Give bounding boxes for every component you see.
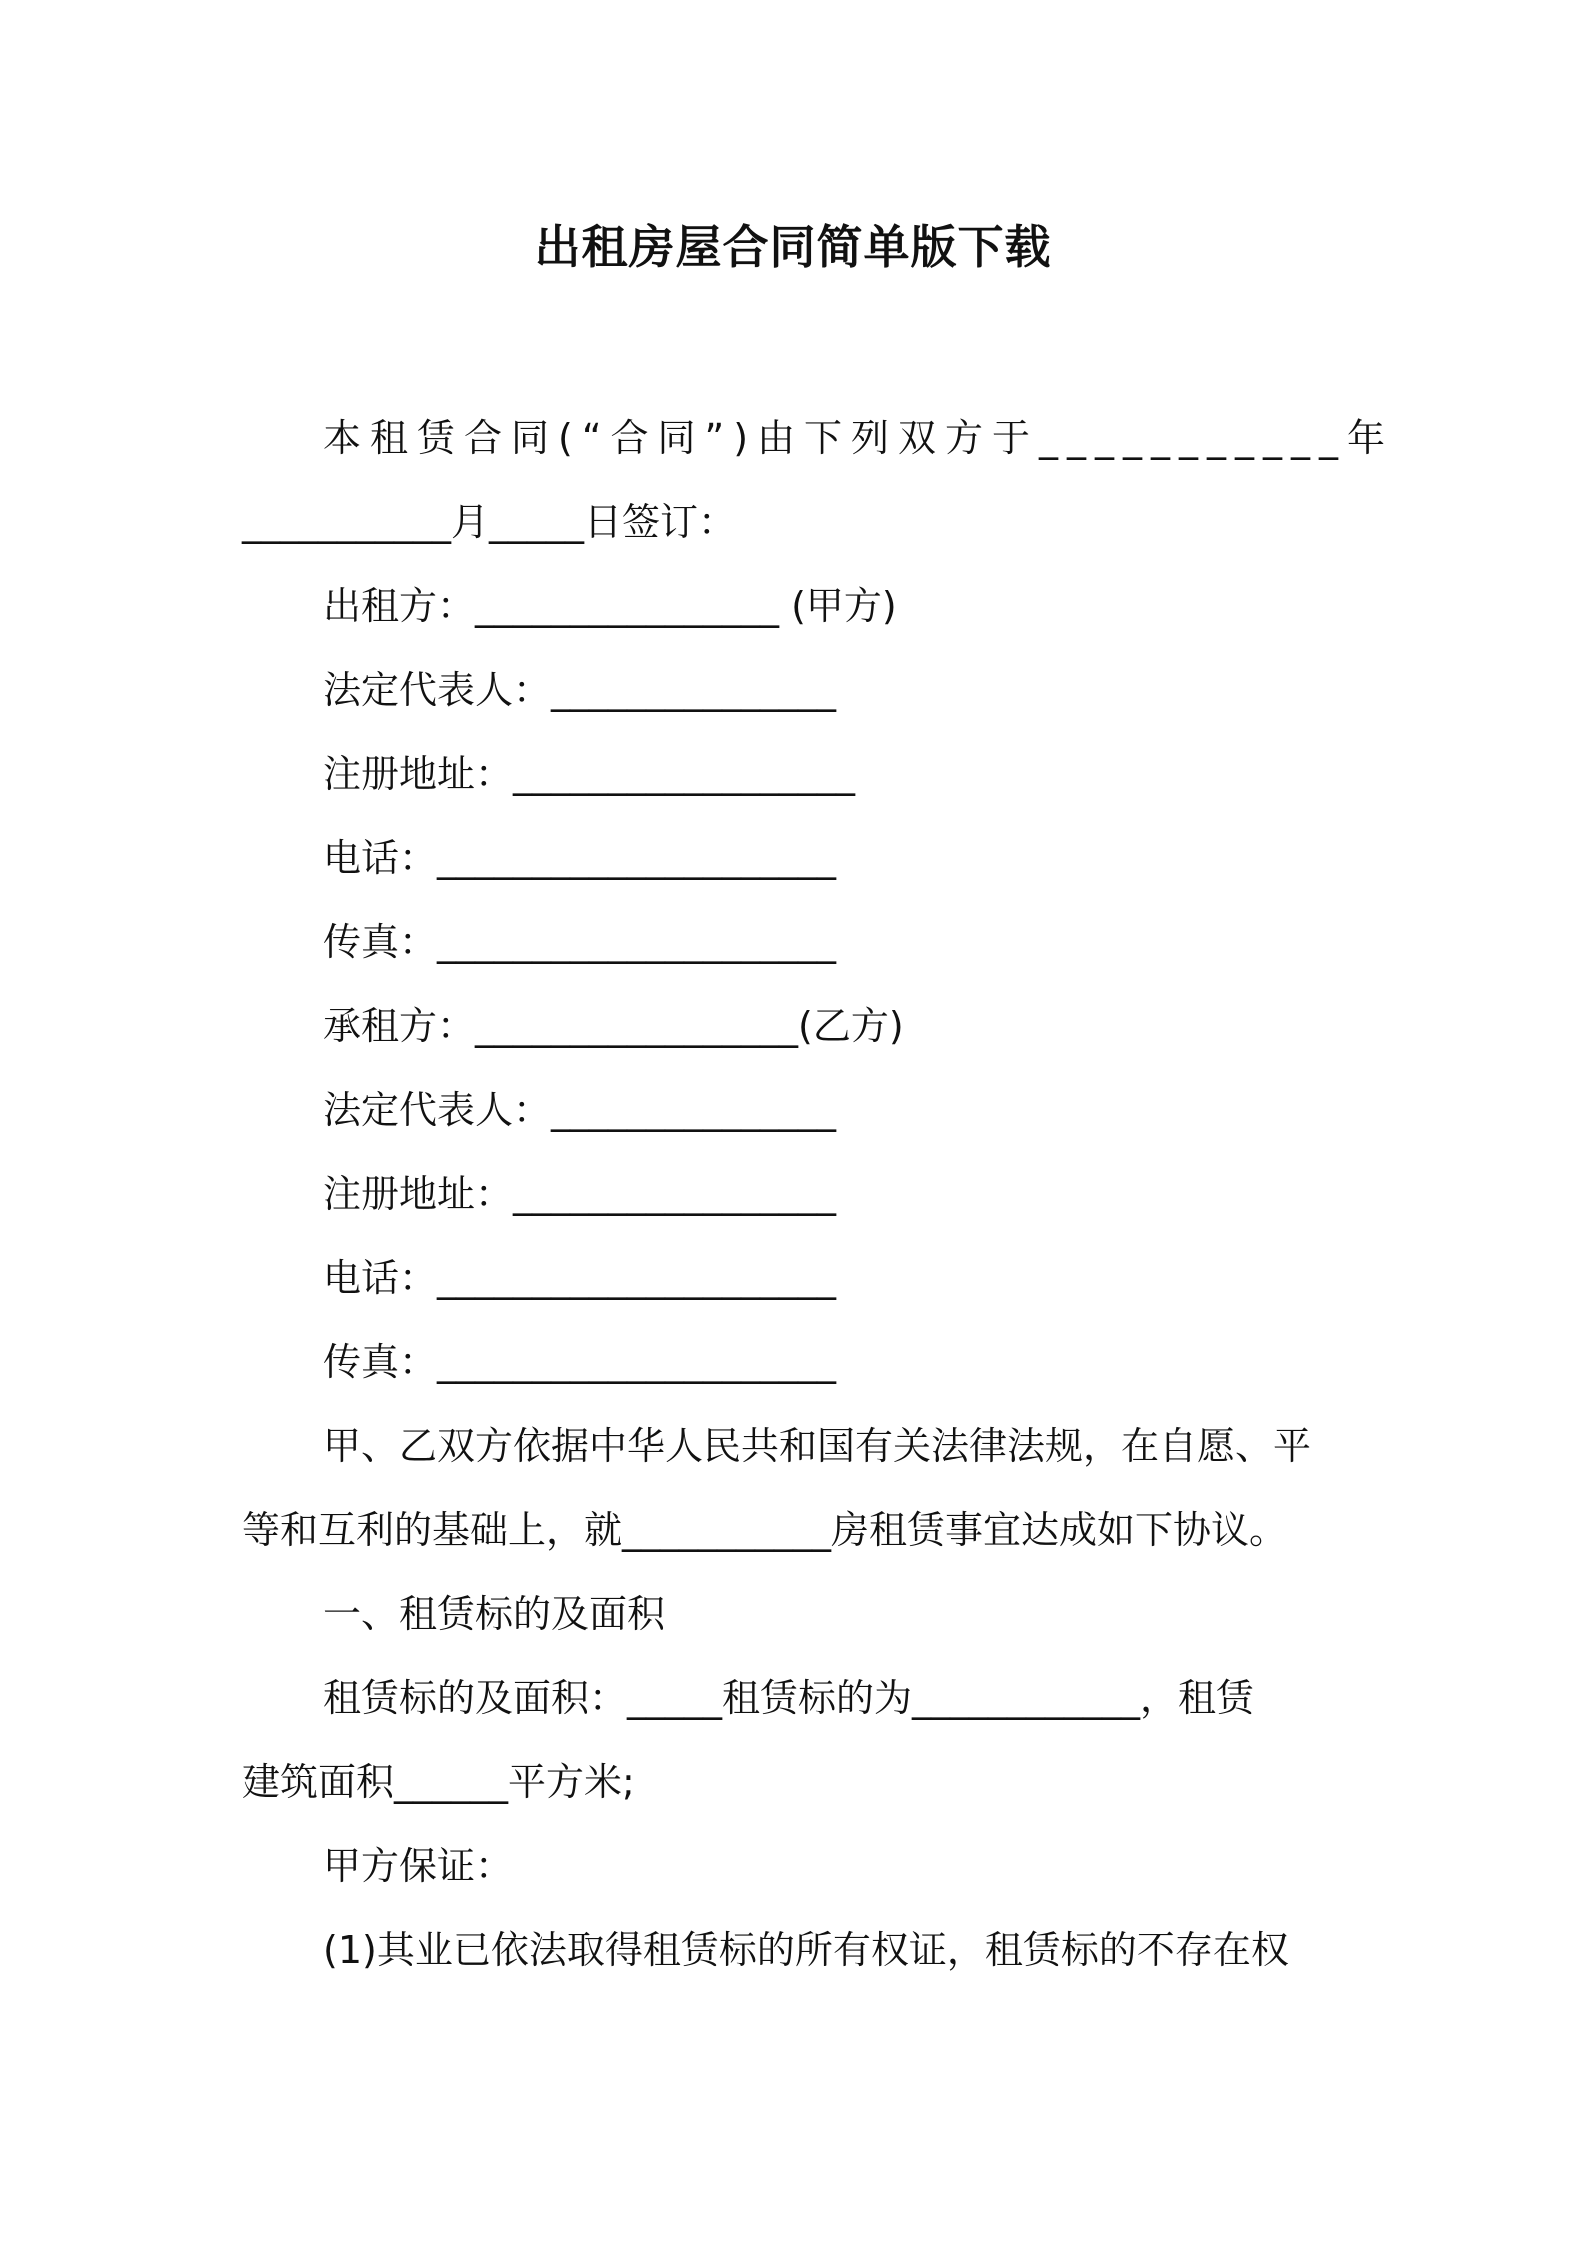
guarantee-item-1: (1)其业已依法取得租赁标的所有权证，租赁标的不存在权 bbox=[323, 1928, 1289, 1972]
lessee-name-field: 承租方：_________________(乙方) bbox=[323, 1004, 904, 1048]
lessee-address-field: 注册地址：_________________ bbox=[323, 1172, 837, 1216]
lessor-guarantee-heading: 甲方保证： bbox=[323, 1844, 514, 1888]
lease-object-line-2: 建筑面积______平方米; bbox=[242, 1760, 635, 1804]
lessor-fax-field: 传真：_____________________ bbox=[323, 920, 837, 964]
agreement-paragraph-line-1: 甲、乙双方依据中华人民共和国有关法律法规，在自愿、平 bbox=[323, 1424, 1312, 1468]
lessee-legal-rep-field: 法定代表人：_______________ bbox=[323, 1088, 837, 1132]
lessee-fax-field: 传真：_____________________ bbox=[323, 1340, 837, 1384]
lessor-legal-rep-field: 法定代表人：_______________ bbox=[323, 668, 837, 712]
lease-object-line-1: 租赁标的及面积：_____租赁标的为____________，租赁 bbox=[323, 1676, 1255, 1720]
agreement-paragraph-line-2: 等和互利的基础上，就___________房租赁事宜达成如下协议。 bbox=[242, 1508, 1288, 1552]
document-title: 出租房屋合同简单版下载 bbox=[534, 220, 1052, 274]
lessor-address-field: 注册地址：__________________ bbox=[323, 752, 856, 796]
section-heading-1: 一、租赁标的及面积 bbox=[323, 1592, 666, 1636]
contract-intro-line-2: ___________月_____日签订： bbox=[242, 500, 737, 544]
lessor-name-field: 出租方：________________ (甲方) bbox=[323, 584, 897, 628]
lessor-phone-field: 电话：_____________________ bbox=[323, 836, 837, 880]
lessee-phone-field: 电话：_____________________ bbox=[323, 1256, 837, 1300]
contract-intro-line-1: 本租赁合同(“合同”)由下列双方于___________年 bbox=[323, 416, 1395, 460]
